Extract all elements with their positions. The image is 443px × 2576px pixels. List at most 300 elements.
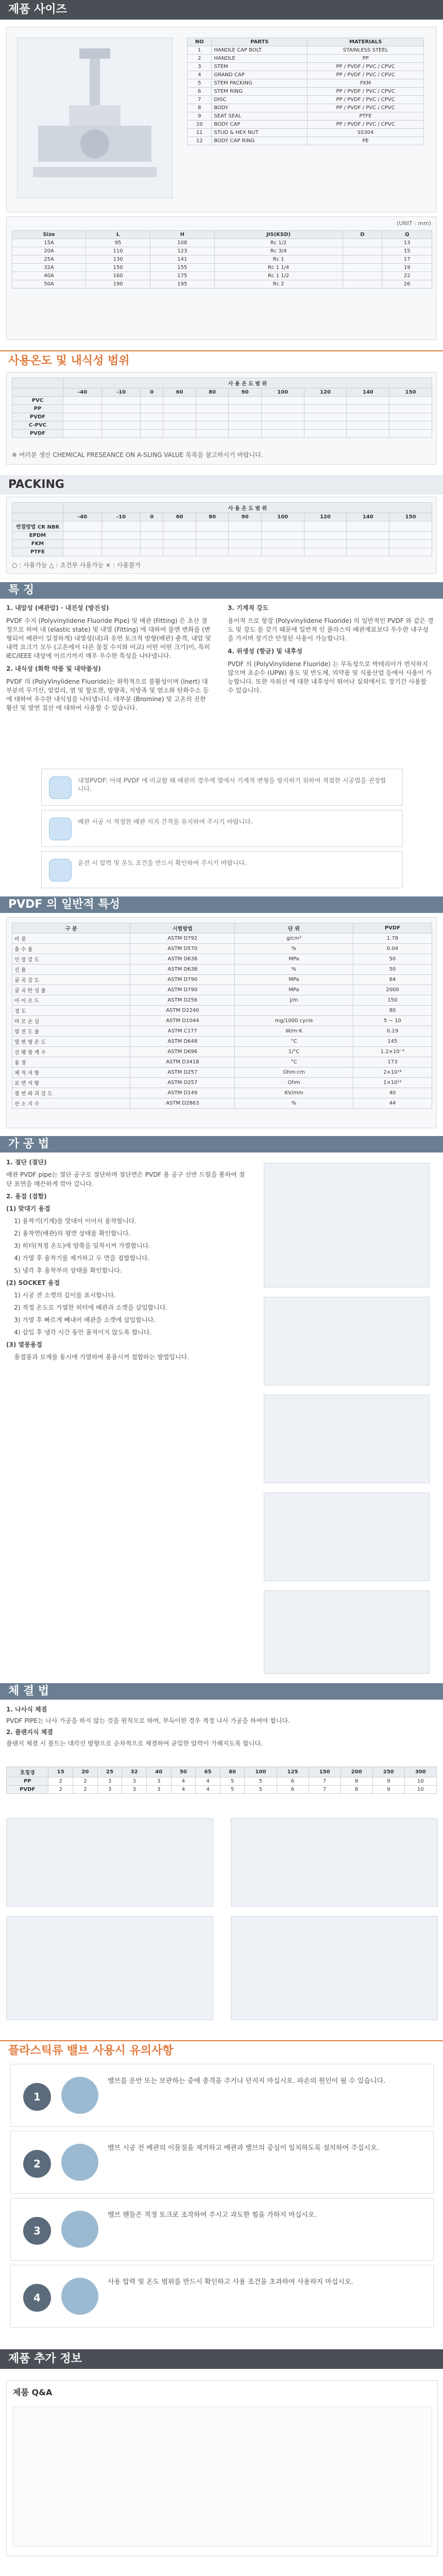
warning-icon	[49, 859, 72, 882]
packing-temp-header: 0	[141, 513, 163, 521]
packing-cell	[102, 540, 141, 548]
torque-table	[6, 1767, 437, 1794]
pvdf-cell: 44	[353, 1098, 432, 1109]
dimension-header: D	[343, 231, 382, 239]
torque-header: 250	[372, 1767, 404, 1777]
processing-paragraph: 용접봉과 모재를 동시에 가열하여 용융시켜 접합하는 방법입니다.	[6, 1353, 189, 1361]
packing-row	[12, 540, 432, 548]
pvdf-cell: ASTM D696	[130, 1047, 235, 1057]
joining-paragraph: PVDF PIPE는 나사 가공을 하지 않는 것을 원칙으로 하며, 부득이한 경우 적정 나사 가공을 하여야 합니다.	[6, 1717, 290, 1724]
temp-cell	[304, 405, 347, 413]
packing-header: 사 용 온 도 범 위	[63, 503, 432, 513]
safety-badge-3: 3	[23, 2217, 51, 2245]
dimension-cell: 19	[382, 264, 432, 272]
pvdf-header: 구 분	[12, 923, 130, 934]
packing-cell	[63, 532, 102, 540]
pvdf-row	[12, 1047, 432, 1057]
safety-card-4	[10, 2265, 434, 2328]
pvdf-header: PVDF	[353, 923, 432, 934]
pvdf-cell: 80	[353, 1006, 432, 1016]
packing-cell	[196, 521, 229, 532]
temp-cell	[196, 430, 229, 438]
torque-cell: PVDF	[7, 1786, 48, 1794]
torque-cell: 8	[340, 1786, 372, 1794]
temp-cell	[347, 397, 389, 405]
packing-cell	[196, 540, 229, 548]
pvdf-cell: 비 중	[12, 934, 130, 944]
parts-cell: BODY CAP	[212, 121, 308, 129]
temp-row	[12, 397, 432, 405]
dimension-cell: Rc 1 1/4	[214, 264, 343, 272]
torque-header: 200	[340, 1767, 372, 1777]
dimension-cell: 130	[86, 256, 150, 264]
processing-paragraph: 2) 융착면(배관)의 평면 상태를 확인합니다.	[6, 1230, 131, 1237]
parts-cell: PP / PVDF / PVC / CPVC	[308, 63, 424, 71]
dimension-header: Size	[12, 231, 86, 239]
torque-cell: 2	[48, 1786, 73, 1794]
dimension-cell: 32A	[12, 264, 86, 272]
processing-paragraph: 배관 PVDF pipe는 절단 공구로 절단하며 절단면은 PVDF 용 공구 선반 드릴을 통하여 절단 표면을 매끈하게 깎아 갑니다.	[6, 1171, 245, 1188]
pvdf-cell: 5 ~ 10	[353, 1016, 432, 1026]
torque-cell: 6	[277, 1786, 309, 1794]
temp-cell	[163, 405, 196, 413]
packing-temp-header: 60	[163, 513, 196, 521]
processing-paragraph: 2) 적정 온도로 가열한 히터에 배관과 소켓을 삽입합니다.	[6, 1304, 168, 1311]
packing-cell	[229, 521, 262, 532]
note-card-1	[41, 769, 403, 806]
note-card-2	[41, 810, 403, 847]
dimension-cell: Rc 1/2	[214, 239, 343, 247]
torque-cell: PP	[7, 1777, 48, 1786]
note-text-1: 내열PVDF: 아래 PVDF 에 비교할 때 배관의 경우에 열에서 기계적 변형을 방지하기 위하여 적절한 시공법을 권장합니다.	[78, 777, 386, 792]
temp-row	[12, 405, 432, 413]
temp-cell	[141, 430, 163, 438]
parts-row	[188, 79, 424, 88]
parts-cell: PP	[308, 55, 424, 63]
unit-label: (UNIT : mm)	[397, 220, 431, 227]
packing-cell	[347, 548, 389, 556]
pvdf-cell: Ohm	[235, 1078, 353, 1088]
parts-row	[188, 96, 424, 104]
packing-head-spacer	[12, 513, 63, 521]
temp-cell	[389, 413, 432, 421]
torque-cell: 6	[277, 1777, 309, 1786]
torque-header: 40	[146, 1767, 171, 1777]
dimension-cell	[343, 280, 382, 289]
safety-card-1	[10, 2064, 434, 2127]
torque-cell: 3	[146, 1786, 171, 1794]
processing-paragraph: 3) 가열 후 빠르게 빼내어 배관을 소켓에 삽입합니다.	[6, 1316, 156, 1324]
packing-cell	[304, 532, 347, 540]
packing-temp-header: -10	[102, 513, 141, 521]
packing-cell	[229, 532, 262, 540]
processing-photo-4	[264, 1493, 430, 1581]
dimension-header: L	[86, 231, 150, 239]
temp-cell	[229, 421, 262, 430]
parts-cell: SEAT SEAL	[212, 112, 308, 121]
safety-text-1: 밸브를 운반 또는 보관하는 중에 충격을 주거나 던지지 마십시오. 파손의 원인이 될 수 있습니다.	[108, 2077, 386, 2085]
pvdf-cell: 인 장 강 도	[12, 954, 130, 964]
pvdf-cell: ASTM D257	[130, 1078, 235, 1088]
safety-badge-2: 2	[23, 2150, 51, 2178]
safety-icon-2	[61, 2144, 98, 2181]
dimension-cell: 123	[150, 247, 214, 256]
dimension-cell: 17	[382, 256, 432, 264]
temp-cell	[196, 413, 229, 421]
temp-cell	[347, 421, 389, 430]
packing-cell	[304, 540, 347, 548]
safety-badge-1: 1	[23, 2083, 51, 2111]
parts-cell: STEM	[212, 63, 308, 71]
pvdf-cell: 2000	[353, 985, 432, 995]
dimension-row	[12, 239, 432, 247]
temp-row	[12, 413, 432, 421]
dimension-row	[12, 272, 432, 280]
processing-paragraph: (3) 열풍용접	[6, 1341, 42, 1348]
size-panel	[6, 27, 437, 212]
temp-material-label: PVDF	[12, 413, 63, 421]
packing-cell	[347, 540, 389, 548]
parts-row	[188, 71, 424, 79]
pvdf-row	[12, 1026, 432, 1037]
packing-cell	[63, 540, 102, 548]
dimension-cell: 195	[150, 280, 214, 289]
pvdf-props-table	[12, 923, 432, 1109]
pvdf-cell: 2×10¹⁴	[353, 1067, 432, 1078]
pvdf-cell: ASTM D149	[130, 1088, 235, 1098]
section-title-packing: PACKING	[0, 475, 443, 495]
note-card-3	[41, 851, 403, 888]
dimension-header: H	[150, 231, 214, 239]
pvdf-cell: 150	[353, 995, 432, 1006]
temp-cell	[141, 413, 163, 421]
parts-cell: STUD & HEX NUT	[212, 129, 308, 137]
pvdf-cell: mg/1000 cycle	[235, 1016, 353, 1026]
dimension-cell: 20A	[12, 247, 86, 256]
torque-cell: 4	[171, 1777, 196, 1786]
dimension-cell: 190	[86, 280, 150, 289]
parts-table-body	[188, 46, 424, 145]
torque-header: 150	[309, 1767, 340, 1777]
feature-paragraph: 2. 내식성 (화학 약품 및 내약품성)	[6, 665, 101, 672]
processing-photo-3	[264, 1395, 430, 1483]
packing-row	[12, 521, 432, 532]
torque-cell: 5	[245, 1786, 277, 1794]
processing-paragraph: 1) 융착기(기계)를 맞대어 이어서 융착합니다.	[6, 1217, 137, 1225]
pvdf-cell: 열 변 형 온 도	[12, 1037, 130, 1047]
processing-panel	[6, 1158, 437, 1678]
pvdf-cell: 40	[353, 1088, 432, 1098]
temp-cell	[304, 430, 347, 438]
parts-cell: 7	[188, 96, 212, 104]
temp-corner	[12, 378, 63, 388]
temperature-panel	[6, 372, 437, 465]
torque-cell: 3	[97, 1786, 122, 1794]
temp-cell	[63, 430, 102, 438]
packing-cell	[196, 532, 229, 540]
feature-paragraph: 4. 위생성 (항균) 및 내후성	[228, 648, 302, 655]
dimension-header: JIS(KSD)	[214, 231, 343, 239]
parts-cell: 10	[188, 121, 212, 129]
pvdf-cell: ASTM D790	[130, 985, 235, 995]
pvdf-row	[12, 1006, 432, 1016]
pvdf-cell: 굴 곡 탄 성 율	[12, 985, 130, 995]
packing-cell	[163, 532, 196, 540]
safety-card-3	[10, 2198, 434, 2261]
temp-cell	[389, 421, 432, 430]
parts-cell: 1	[188, 46, 212, 55]
pvdf-cell: 173	[353, 1057, 432, 1067]
torque-header: 32	[122, 1767, 147, 1777]
temp-header: -40	[63, 388, 102, 397]
temp-material-label: PP	[12, 405, 63, 413]
packing-cell	[163, 521, 196, 532]
packing-row	[12, 532, 432, 540]
parts-row	[188, 104, 424, 112]
pvdf-props-panel	[6, 917, 437, 1128]
dimension-cell	[343, 247, 382, 256]
packing-temp-header: 120	[304, 513, 347, 521]
packing-cell	[229, 540, 262, 548]
packing-row	[12, 548, 432, 556]
safety-icon-1	[61, 2077, 98, 2114]
packing-cell	[141, 521, 163, 532]
processing-photo-5	[264, 1590, 430, 1674]
packing-cell	[389, 521, 432, 532]
torque-cell: 10	[404, 1786, 436, 1794]
packing-cell	[102, 521, 141, 532]
torque-cell: 4	[196, 1786, 220, 1794]
pvdf-cell: 굴 곡 강 도	[12, 975, 130, 985]
processing-paragraph: (1) 맞대기 용접	[6, 1205, 50, 1212]
parts-row	[188, 121, 424, 129]
parts-cell: 2	[188, 55, 212, 63]
pvdf-cell: 마 모 손 실	[12, 1016, 130, 1026]
temp-cell	[347, 405, 389, 413]
packing-panel	[6, 497, 437, 574]
pvdf-cell: 표 면 저 항	[12, 1078, 130, 1088]
temp-material-label: PVC	[12, 397, 63, 405]
packing-table	[12, 502, 432, 556]
torque-cell: 2	[48, 1777, 73, 1786]
processing-paragraph: 5) 냉각 후 융착부의 상태를 확인합니다.	[6, 1267, 122, 1274]
packing-cell	[347, 532, 389, 540]
torque-cell: 10	[404, 1777, 436, 1786]
pvdf-row	[12, 1098, 432, 1109]
torque-cell: 9	[372, 1786, 404, 1794]
pvdf-cell: °C	[235, 1057, 353, 1067]
temp-cell	[389, 430, 432, 438]
torque-cell: 5	[220, 1786, 245, 1794]
torque-row	[7, 1786, 437, 1794]
pvdf-cell: 경 도	[12, 1006, 130, 1016]
pvdf-cell: Ohm·cm	[235, 1067, 353, 1078]
features-left-column	[6, 604, 212, 717]
temp-cell	[196, 421, 229, 430]
dimension-row	[12, 264, 432, 272]
packing-corner	[12, 503, 63, 513]
safety-badge-4: 4	[23, 2284, 51, 2312]
parts-cell: PE	[308, 137, 424, 145]
feature-paragraph: PVDF 수지 (Polyvinylidene Fluoride Pipe) 및 배관 (Fitting) 은 초산 결정으로 하여 내 (elastic state) 및 내열 (Fitting) 에 대하여 물엔 변화를 (변형되어 배관이 일정하게) 내열성(내)과 유연 토크적 방향(배관) 충격, 내압 및 내력 요크기 모두 (고온에서 다른 물질 수지와 비교) 어떤 어떤 크기)이, 특히 IEC/IEEE 대상에 이르기까지 매우 우수한 특성을 나타냅니다.	[6, 617, 211, 659]
torque-header: 15	[48, 1767, 73, 1777]
temp-cell	[141, 397, 163, 405]
section-title-safety: 플라스틱류 밸브 사용시 유의사항	[0, 2040, 443, 2060]
pvdf-cell: ASTM D638	[130, 964, 235, 975]
safety-icon-4	[61, 2278, 98, 2315]
parts-row	[188, 55, 424, 63]
dimension-cell: 108	[150, 239, 214, 247]
pvdf-cell: 열 전 도 율	[12, 1026, 130, 1037]
temp-cell	[304, 421, 347, 430]
pvdf-cell: 체 적 저 항	[12, 1067, 130, 1078]
temp-cell	[102, 405, 141, 413]
parts-row	[188, 129, 424, 137]
pvdf-cell: ASTM D792	[130, 934, 235, 944]
processing-paragraph: 1) 시공 전 소켓의 깊이를 표시합니다.	[6, 1292, 116, 1299]
pvdf-cell: KV/mm	[235, 1088, 353, 1098]
torque-header: 65	[196, 1767, 220, 1777]
pvdf-row	[12, 1037, 432, 1047]
safety-text-4: 사용 압력 및 온도 범위를 반드시 확인하고 사용 조건을 초과하여 사용하지 마십시오.	[108, 2278, 353, 2286]
joining-paragraph: 1. 나사식 체결	[6, 1706, 47, 1713]
dimension-panel	[6, 216, 437, 340]
pvdf-row	[12, 975, 432, 985]
dimension-cell: Rc 3/4	[214, 247, 343, 256]
dimension-cell: Rc 2	[214, 280, 343, 289]
joining-photo-2	[231, 1818, 438, 1907]
valve-drawing-image	[17, 38, 173, 198]
pvdf-cell: ASTM D3418	[130, 1057, 235, 1067]
temp-header: 100	[261, 388, 304, 397]
pvdf-cell: %	[235, 964, 353, 975]
parts-cell: SS304	[308, 129, 424, 137]
packing-cell	[261, 521, 304, 532]
parts-cell: STEM PACKING	[212, 79, 308, 88]
torque-cell: 2	[73, 1777, 98, 1786]
torque-cell: 9	[372, 1777, 404, 1786]
temp-note: ※ 여러분 생산 CHEMICAL PRESEANCE ON A-SLING VALUE 목록을 참고하시기 바랍니다.	[12, 451, 263, 459]
parts-row	[188, 63, 424, 71]
packing-temp-header: 90	[229, 513, 262, 521]
pvdf-cell: %	[235, 944, 353, 954]
packing-cell	[261, 532, 304, 540]
section-title-processing: 가 공 법	[0, 1136, 443, 1153]
torque-cell: 5	[245, 1777, 277, 1786]
parts-header-no: NO	[188, 38, 212, 46]
temp-cell	[389, 397, 432, 405]
parts-row	[188, 46, 424, 55]
torque-header: 20	[73, 1767, 98, 1777]
temp-cell	[261, 430, 304, 438]
parts-cell: 11	[188, 129, 212, 137]
packing-material-label: PTFE	[12, 548, 63, 556]
dimension-cell: 150	[86, 264, 150, 272]
dimension-cell: 175	[150, 272, 214, 280]
temp-cell	[102, 413, 141, 421]
pvdf-cell: 1.2×10⁻⁴	[353, 1047, 432, 1057]
temp-header: -10	[102, 388, 141, 397]
parts-cell: STEM RING	[212, 88, 308, 96]
dimension-cell: 26	[382, 280, 432, 289]
parts-cell: 9	[188, 112, 212, 121]
temp-cell	[163, 413, 196, 421]
temp-header: 120	[304, 388, 347, 397]
section-title-joining: 체 결 법	[0, 1683, 443, 1700]
dimension-cell: 22	[382, 272, 432, 280]
section-title-size: 제품 사이즈	[0, 0, 443, 20]
processing-photo-2	[264, 1297, 430, 1385]
packing-cell	[163, 540, 196, 548]
processing-paragraph: 4) 가열 후 융착기를 제거하고 두 면을 접합합니다.	[6, 1255, 150, 1262]
pvdf-cell: 흡 수 율	[12, 944, 130, 954]
dimension-cell: 155	[150, 264, 214, 272]
dimension-cell: 95	[86, 239, 150, 247]
temp-cell	[347, 430, 389, 438]
pvdf-row	[12, 1016, 432, 1026]
temp-cell	[261, 413, 304, 421]
packing-cell	[389, 548, 432, 556]
packing-cell	[261, 540, 304, 548]
temp-cell	[261, 405, 304, 413]
dimension-cell	[343, 256, 382, 264]
processing-photo-1	[264, 1163, 430, 1287]
pvdf-cell: ASTM D256	[130, 995, 235, 1006]
packing-cell	[347, 521, 389, 532]
pvdf-cell: ASTM C177	[130, 1026, 235, 1037]
pvdf-cell: g/cm³	[235, 934, 353, 944]
parts-header-parts: PARTS	[212, 38, 308, 46]
pvdf-row	[12, 985, 432, 995]
note-text-3: 운전 시 압력 및 온도 조건을 반드시 확인하여 주시기 바랍니다.	[78, 859, 247, 867]
joining-paragraph: 2. 플랜지식 체결	[6, 1728, 53, 1736]
torque-cell: 5	[220, 1777, 245, 1786]
torque-cell: 4	[196, 1777, 220, 1786]
pvdf-cell: W/m·K	[235, 1026, 353, 1037]
temp-cell	[102, 430, 141, 438]
parts-cell: BODY	[212, 104, 308, 112]
pvdf-cell: 아 이 조 드	[12, 995, 130, 1006]
packing-cell	[63, 521, 102, 532]
temp-cell	[229, 397, 262, 405]
pvdf-cell: %	[235, 1098, 353, 1109]
joining-paragraph: 플랜지 체결 시 볼트는 대각선 방향으로 순차적으로 체결하여 균일한 압력이 가해지도록 합니다.	[6, 1740, 263, 1747]
dimension-cell: 25A	[12, 256, 86, 264]
qa-panel	[6, 2380, 438, 2556]
joining-text	[6, 1705, 437, 1750]
pvdf-cell: 0.04	[353, 944, 432, 954]
packing-cell	[304, 521, 347, 532]
dimension-table	[12, 230, 432, 289]
parts-cell: GRAND CAP	[212, 71, 308, 79]
safety-text-2: 밸브 시공 전 배관의 이물질을 제거하고 배관과 밸브의 중심이 일치하도록 설치하여 주십시오.	[108, 2144, 379, 2152]
torque-header: 80	[220, 1767, 245, 1777]
torque-cell: 4	[171, 1786, 196, 1794]
pvdf-cell: ASTM D257	[130, 1067, 235, 1078]
processing-paragraph: (2) SOCKET 용접	[6, 1279, 60, 1286]
torque-header: 50	[171, 1767, 196, 1777]
temp-cell	[229, 405, 262, 413]
temp-cell	[141, 421, 163, 430]
pvdf-cell: MPa	[235, 985, 353, 995]
pvdf-row	[12, 1057, 432, 1067]
parts-cell: 12	[188, 137, 212, 145]
pvdf-cell: ASTM D2863	[130, 1098, 235, 1109]
section-title-extra: 제품 추가 정보	[0, 2349, 443, 2369]
dimension-row	[12, 247, 432, 256]
temp-header: 80	[196, 388, 229, 397]
torque-cell: 7	[309, 1786, 340, 1794]
